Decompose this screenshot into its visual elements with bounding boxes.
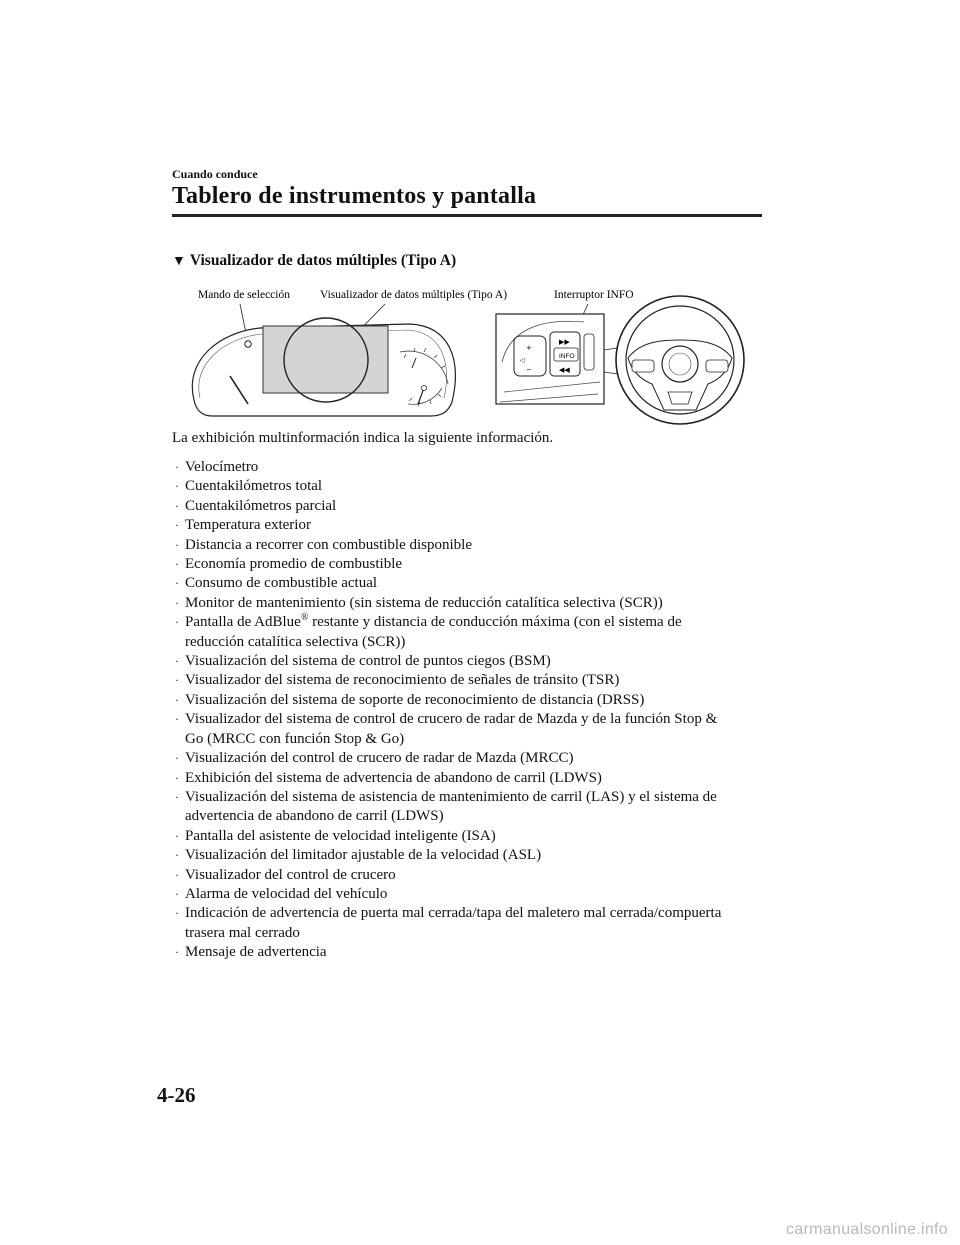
list-item: · Exhibición del sistema de advertencia de abandono de carril (LDWS) [172, 769, 762, 788]
bullet: · [175, 479, 179, 494]
section-heading [172, 252, 456, 270]
bullet: · [175, 770, 179, 785]
selection-knob [245, 341, 251, 347]
steering-switch-closeup [496, 314, 604, 404]
bullet: · [175, 595, 179, 610]
list-item: · Pantalla del asistente de velocidad inteligente (ISA) [172, 827, 762, 846]
list-item: · Visualizador del sistema de control de crucero de radar de Mazda y de la función Stop & Go (MRCC con función Stop & Go) [175, 711, 718, 747]
list-item: · Visualizador del sistema de reconocimiento de señales de tránsito (TSR) [172, 671, 762, 690]
bullet: · [175, 692, 179, 707]
list-item: · Cuentakilómetros parcial [172, 497, 762, 516]
bullet: · [175, 576, 179, 591]
section-label: Cuando conduce [172, 167, 258, 181]
bullet: · [175, 789, 179, 804]
bullet: · [175, 751, 179, 766]
list-item: · Temperatura exterior [172, 516, 762, 535]
list-item: · Visualización del sistema de soporte de reconocimiento de distancia (DRSS) [172, 691, 762, 710]
bullet: · [175, 906, 179, 921]
list-item: · Visualización del control de crucero de radar de Mazda (MRCC) [172, 749, 762, 768]
section-heading-text: Visualizador de datos múltiples (Tipo A) [189, 252, 457, 269]
list-item: · Alarma de velocidad del vehículo [172, 885, 762, 904]
svg-text:◁: ◁ [520, 357, 525, 364]
bullet: · [175, 945, 179, 960]
watermark: carmanualsonline.info [786, 1221, 948, 1238]
instrument-cluster [192, 318, 455, 416]
bullet: · [175, 537, 179, 552]
info-switch-text: INFO [559, 353, 575, 360]
multi-display-panel [263, 326, 388, 393]
triangle-marker-icon: ▼ [172, 254, 186, 269]
list-item: · Monitor de mantenimiento (sin sistema de reducción catalítica selectiva (SCR)) [172, 594, 762, 613]
bullet: · [175, 460, 179, 474]
label-info-switch: Interruptor INFO [554, 289, 634, 301]
page-number: 4-26 [157, 1083, 196, 1107]
list-item: · Distancia a recorrer con combustible disponible [172, 536, 762, 555]
svg-text:◀◀: ◀◀ [559, 366, 570, 374]
registered-mark: ® [300, 612, 309, 624]
list-item: · Visualización del sistema de control de puntos ciegos (BSM) [172, 652, 762, 671]
bullet: · [175, 654, 179, 669]
bullet: · [175, 518, 179, 533]
list-item: · Visualización del limitador ajustable de la velocidad (ASL) [172, 846, 762, 865]
instrument-figure [180, 280, 760, 425]
page-title: Tablero de instrumentos y pantalla [172, 183, 537, 209]
list-item: · Velocímetro [172, 458, 762, 477]
list-item: · Pantalla de AdBlue® restante y distancia de conducción máxima (con el sistema de reducción catalítica selectiva (SCR)) [175, 612, 682, 650]
bullet: · [175, 557, 179, 572]
bullet: · [175, 712, 179, 727]
bullet: · [175, 886, 179, 901]
bullet: · [175, 615, 179, 630]
svg-text:+: + [526, 344, 532, 352]
info-list [172, 458, 762, 963]
label-multi-display: Visualizador de datos múltiples (Tipo A) [320, 289, 508, 301]
list-item: · Economía promedio de combustible [172, 555, 762, 574]
svg-text:▶▶: ▶▶ [559, 338, 570, 346]
label-selection-knob: Mando de selección [198, 289, 290, 301]
steering-wheel [616, 296, 744, 424]
list-item: · Visualización del sistema de asistencia de mantenimiento de carril (LAS) y el sistema de advertencia de abandono de carril (LDWS) [175, 788, 717, 825]
svg-text:−: − [526, 366, 532, 374]
list-item: · Visualizador del control de crucero [172, 866, 762, 885]
bullet: · [175, 848, 179, 863]
list-item: · Mensaje de advertencia [172, 943, 762, 962]
bullet: · [175, 673, 179, 688]
bullet: · [175, 867, 179, 882]
title-rule [172, 214, 762, 217]
bullet: · [175, 828, 179, 843]
intro-text: La exhibición multinformación indica la siguiente información. [172, 430, 554, 446]
list-item: · Cuentakilómetros total [172, 477, 762, 496]
list-item: · Indicación de advertencia de puerta mal cerrada/tapa del maletero mal cerrada/compuerta trasera mal cerrado [175, 905, 722, 941]
bullet: · [175, 498, 179, 513]
list-item: · Consumo de combustible actual [172, 574, 762, 593]
